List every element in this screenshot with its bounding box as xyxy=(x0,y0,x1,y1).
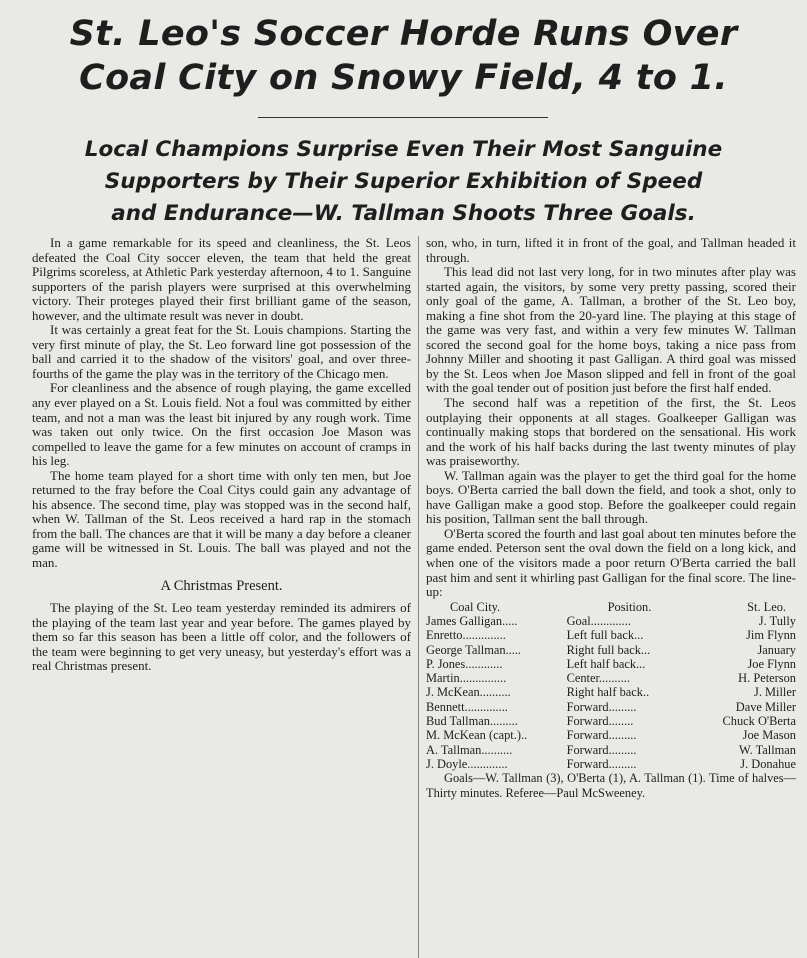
lineup-cell: Joe Mason xyxy=(742,728,796,743)
goals-summary: Goals—W. Tallman (3), O'Berta (1), A. Tallman (1). Time of halves—Thirty minutes. Referee—Paul McSweeney. xyxy=(426,771,796,800)
article-paragraph: son, who, in turn, lifted it in front of the goal, and Tallman headed it through. xyxy=(426,236,796,265)
lineup-cell: J. McKean.......... xyxy=(426,685,511,700)
lineup-cell: Left half back... xyxy=(566,656,646,671)
article-paragraph: The home team played for a short time with only ten men, but Joe returned to the fray before the Coal Citys could gain any advantage of his absence. The second time, play was stopped was in the second half, when W. Tallman of the St. Leos received a hard rap in the stomach from the ball. The chances are that it will be many a day before a cleaner game will be witnessed in St. Louis. The ball was played and not the man. xyxy=(32,467,411,571)
lineup-row xyxy=(426,628,796,642)
article-paragraph: The second half was a repetition of the first, the St. Leos outplaying their opponents at all stages. Goalkeeper Galligan was continually making stops that bordered on the sensational. His work and the work of his half backs during the last twenty minutes of play was praiseworthy. xyxy=(426,395,796,469)
column-divider xyxy=(418,236,419,958)
headline xyxy=(8,12,799,100)
lineup-cell: James Galligan..... xyxy=(426,613,518,628)
lineup-cell: George Tallman..... xyxy=(426,642,522,657)
lineup-cell: Dave Miller xyxy=(735,699,796,714)
subheadline-line-3: and Endurance—W. Tallman Shoots Three Goals. xyxy=(111,201,696,226)
headline-line-2: Coal City on Snowy Field, 4 to 1. xyxy=(79,58,728,98)
lineup-cell: January xyxy=(757,642,796,657)
lineup-cell: A. Tallman.......... xyxy=(426,742,513,757)
lineup-cell: Right half back.. xyxy=(566,685,650,700)
lineup-cell: Left full back... xyxy=(566,628,644,643)
lineup-cell: Right full back... xyxy=(566,642,651,657)
lineup-cell: H. Peterson xyxy=(738,671,796,686)
lineup-header: St. Leo. xyxy=(747,599,786,614)
article-paragraph: This lead did not last very long, for in two minutes after play was started again, the visitors, by some very pretty passing, scored their only goal of the game, A. Tallman, a brother of the St. Leo boy, making a fine shot from the 20-yard line. The playing at this stage of the game was very fast, and within a very few minutes W. Tallman scored the second goal for the home boys, taking a nice pass from Johnny Miller and shooting it past Galligan. A third goal was missed by the St. Leos when Joe Mason slipped and fell in front of the goal with the goal tender out of position just before the first half ended. xyxy=(426,264,796,396)
subheadline-line-2: Supporters by Their Superior Exhibition of Speed xyxy=(104,169,703,194)
lineup-cell: Enretto.............. xyxy=(426,628,506,643)
lineup-row xyxy=(426,685,796,699)
lineup-cell: P. Jones............ xyxy=(426,656,503,671)
lineup-cell: W. Tallman xyxy=(739,742,796,757)
lineup-header: Coal City. xyxy=(450,599,501,614)
lineup-cell: Forward........ xyxy=(566,714,634,729)
article-paragraph: The playing of the St. Leo team yesterday reminded its admirers of the playing of the team last year and year before. The games played by them so far this season has been a little off color, and the followers of the team were beginning to get very uneasy, but yesterday's effort was a real Christmas present. xyxy=(32,600,411,674)
article-paragraph: For cleanliness and the absence of rough playing, the game excelled any ever played on a St. Louis field. Not a foul was committed by either team, and not a man was the least bit injured by any rough work. Time was taken out only twice. On the first occasion Joe Mason was compelled to leave the game for a few minutes on account of cramps in his leg. xyxy=(32,380,411,469)
lineup-cell: Center.......... xyxy=(566,671,630,686)
headline-divider xyxy=(258,117,548,118)
lineup-header: Position. xyxy=(607,599,652,614)
lineup-row xyxy=(426,657,796,671)
lineup-row xyxy=(426,700,796,714)
lineup-cell: Bennett.............. xyxy=(426,699,508,714)
lineup-cell: Forward......... xyxy=(566,728,637,743)
lineup-cell: J. Doyle............. xyxy=(426,756,508,771)
lineup-cell: J. Tully xyxy=(758,613,796,628)
subheadline xyxy=(8,134,799,230)
lineup-cell: M. McKean (capt.).. xyxy=(426,728,528,743)
lineup-cell: J. Donahue xyxy=(740,756,796,771)
lineup-row xyxy=(426,757,796,771)
lineup-cell: Forward......... xyxy=(566,742,637,757)
lineup-cell: Jim Flynn xyxy=(746,628,796,643)
lineup-row xyxy=(426,714,796,728)
lineup-row xyxy=(426,643,796,657)
left-column xyxy=(32,236,411,958)
lineup-cell: J. Miller xyxy=(754,685,796,700)
lineup-row xyxy=(426,743,796,757)
lineup-cell: Bud Tallman......... xyxy=(426,714,518,729)
lineup-row xyxy=(426,671,796,685)
lineup-cell: Chuck O'Berta xyxy=(722,714,796,729)
lineup-cell: Joe Flynn xyxy=(747,656,796,671)
headline-line-1: St. Leo's Soccer Horde Runs Over xyxy=(69,14,738,54)
right-column xyxy=(426,236,796,958)
lineup-cell: Forward......... xyxy=(566,756,637,771)
lineup-row xyxy=(426,614,796,628)
section-subheading: A Christmas Present. xyxy=(160,577,283,594)
subheadline-line-1: Local Champions Surprise Even Their Most Sanguine xyxy=(84,137,723,162)
lineup-cell: Martin............... xyxy=(426,671,507,686)
lineup-cell: Goal............. xyxy=(566,613,631,628)
lineup-table xyxy=(426,600,796,772)
article-paragraph: W. Tallman again was the player to get the third goal for the home boys. O'Berta carried the ball down the field, and took a shot, only to have Galligan make a good stop. Before the goalkeeper could regain his position, Tallman sent the ball through. xyxy=(426,467,796,527)
lineup-header-row xyxy=(426,600,796,614)
article-paragraph: It was certainly a great feat for the St. Louis champions. Starting the very first minute of play, the St. Leo forward line got possession of the ball and carried it to the shadow of the visitors' goal, and over three-fourths of the game the play was in the territory of the Chicago men. xyxy=(32,322,411,381)
article-paragraph: O'Berta scored the fourth and last goal about ten minutes before the game ended. Peterson sent the oval down the field on a long kick, and when one of the visitors made a poor return O'Berta carried the ball past him and sent it whirling past Galligan for the final score. The line-up: xyxy=(426,525,796,600)
article-paragraph: In a game remarkable for its speed and cleanliness, the St. Leos defeated the Coal City soccer eleven, the team that held the great Pilgrims scoreless, at Athletic Park yesterday afternoon, 4 to 1. Sanguine supporters of the parish players were surprised at this overwhelming victory. Their proteges played their first brilliant game of the season, however, and the ultimate result was never in doubt. xyxy=(32,236,411,323)
lineup-row xyxy=(426,728,796,742)
lineup-cell: Forward......... xyxy=(566,699,637,714)
